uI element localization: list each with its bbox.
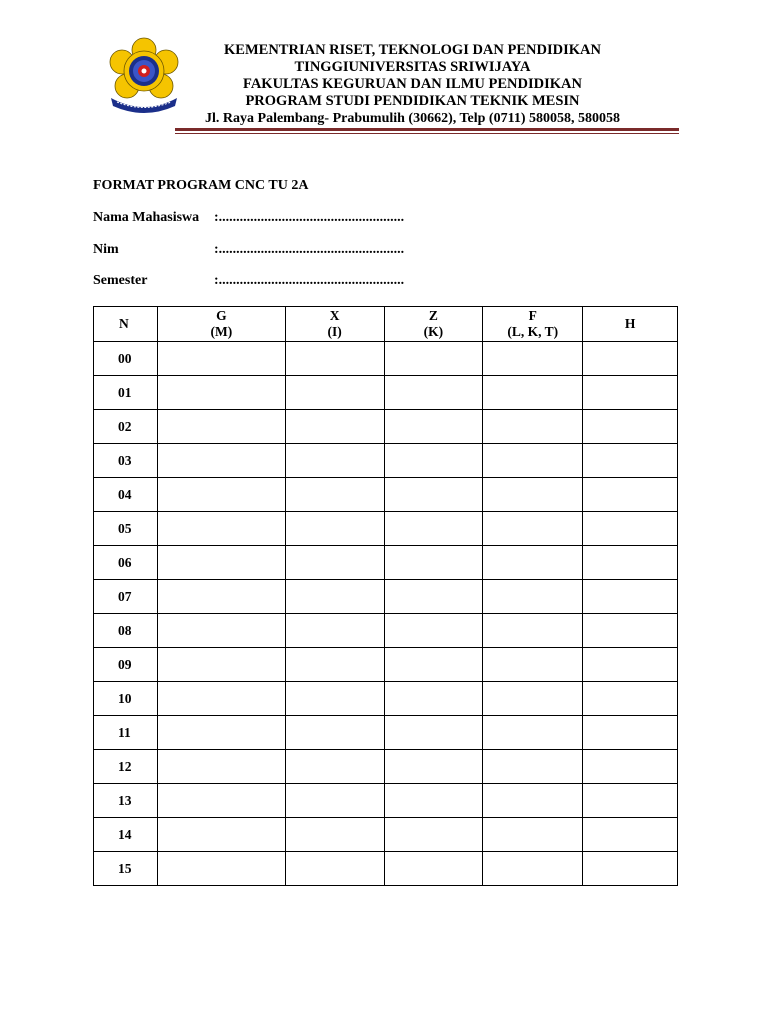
entry-cell-z[interactable] <box>384 648 483 682</box>
entry-cell-h[interactable] <box>583 546 678 580</box>
letterhead <box>150 42 675 127</box>
row-number: 03 <box>94 444 158 478</box>
table-row <box>94 750 678 784</box>
cnc-program-table <box>93 306 678 886</box>
table-row <box>94 614 678 648</box>
entry-cell-x[interactable] <box>285 546 384 580</box>
entry-cell-z[interactable] <box>384 716 483 750</box>
row-number: 00 <box>94 342 158 376</box>
entry-cell-h[interactable] <box>583 784 678 818</box>
table-body <box>94 342 678 886</box>
entry-cell-x[interactable] <box>285 512 384 546</box>
entry-cell-x[interactable] <box>285 444 384 478</box>
column-header-n <box>94 307 158 342</box>
table-row <box>94 682 678 716</box>
row-number: 01 <box>94 376 158 410</box>
entry-cell-z[interactable] <box>384 342 483 376</box>
entry-cell-h[interactable] <box>583 750 678 784</box>
table-row <box>94 716 678 750</box>
entry-cell-h[interactable] <box>583 852 678 886</box>
entry-cell-h[interactable] <box>583 512 678 546</box>
table-row <box>94 444 678 478</box>
entry-cell-z[interactable] <box>384 682 483 716</box>
column-header-x <box>285 307 384 342</box>
entry-cell-g[interactable] <box>157 444 285 478</box>
entry-cell-f[interactable] <box>483 750 583 784</box>
entry-cell-x[interactable] <box>285 852 384 886</box>
table-row <box>94 410 678 444</box>
row-number: 12 <box>94 750 158 784</box>
entry-cell-x[interactable] <box>285 342 384 376</box>
column-header-z-code: Z <box>428 308 438 323</box>
semester-blank: :..................................................... <box>214 273 405 288</box>
row-number: 10 <box>94 682 158 716</box>
row-number: 02 <box>94 410 158 444</box>
entry-cell-f[interactable] <box>483 512 583 546</box>
entry-cell-z[interactable] <box>384 784 483 818</box>
column-header-z <box>384 307 483 342</box>
entry-cell-z[interactable] <box>384 852 483 886</box>
row-number: 11 <box>94 716 158 750</box>
entry-cell-f[interactable] <box>483 444 583 478</box>
row-number: 06 <box>94 546 158 580</box>
table-row <box>94 546 678 580</box>
table-row <box>94 512 678 546</box>
entry-cell-x[interactable] <box>285 376 384 410</box>
entry-cell-z[interactable] <box>384 546 483 580</box>
semester-field <box>93 273 405 289</box>
entry-cell-z[interactable] <box>384 818 483 852</box>
entry-cell-h[interactable] <box>583 478 678 512</box>
row-number: 05 <box>94 512 158 546</box>
student-name-label: Nama Mahasiswa <box>93 210 200 225</box>
entry-cell-g[interactable] <box>157 716 285 750</box>
entry-cell-g[interactable] <box>157 852 285 886</box>
entry-cell-x[interactable] <box>285 716 384 750</box>
entry-cell-f[interactable] <box>483 478 583 512</box>
table-row <box>94 784 678 818</box>
entry-cell-h[interactable] <box>583 580 678 614</box>
entry-cell-g[interactable] <box>157 750 285 784</box>
document-title: FORMAT PROGRAM CNC TU 2A <box>93 178 309 193</box>
nim-field <box>93 242 405 258</box>
header-divider-thin <box>175 133 679 134</box>
entry-cell-x[interactable] <box>285 750 384 784</box>
column-header-g <box>157 307 285 342</box>
table-row <box>94 342 678 376</box>
entry-cell-f[interactable] <box>483 648 583 682</box>
table-row <box>94 648 678 682</box>
entry-cell-h[interactable] <box>583 444 678 478</box>
table-row <box>94 852 678 886</box>
entry-cell-x[interactable] <box>285 478 384 512</box>
entry-cell-g[interactable] <box>157 818 285 852</box>
entry-cell-f[interactable] <box>483 614 583 648</box>
entry-cell-g[interactable] <box>157 410 285 444</box>
program-name: PROGRAM STUDI PENDIDIKAN TEKNIK MESIN <box>245 93 580 109</box>
table-row <box>94 580 678 614</box>
entry-cell-x[interactable] <box>285 648 384 682</box>
entry-cell-f[interactable] <box>483 784 583 818</box>
entry-cell-f[interactable] <box>483 546 583 580</box>
entry-cell-z[interactable] <box>384 444 483 478</box>
entry-cell-h[interactable] <box>583 376 678 410</box>
entry-cell-f[interactable] <box>483 376 583 410</box>
entry-cell-x[interactable] <box>285 682 384 716</box>
entry-cell-g[interactable] <box>157 342 285 376</box>
column-header-x-code: X <box>329 308 340 323</box>
table-header-row <box>94 307 678 342</box>
semester-label: Semester <box>93 273 148 288</box>
entry-cell-g[interactable] <box>157 784 285 818</box>
column-header-h <box>583 307 678 342</box>
entry-cell-g[interactable] <box>157 682 285 716</box>
table-row <box>94 818 678 852</box>
table-row <box>94 478 678 512</box>
entry-cell-f[interactable] <box>483 818 583 852</box>
entry-cell-z[interactable] <box>384 478 483 512</box>
entry-cell-z[interactable] <box>384 614 483 648</box>
nim-blank: :..................................................... <box>214 242 405 257</box>
table-row <box>94 376 678 410</box>
entry-cell-x[interactable] <box>285 580 384 614</box>
entry-cell-f[interactable] <box>483 580 583 614</box>
entry-cell-h[interactable] <box>583 410 678 444</box>
column-header-x-sub: (I) <box>327 324 342 339</box>
entry-cell-g[interactable] <box>157 478 285 512</box>
row-number: 07 <box>94 580 158 614</box>
column-header-z-sub: (K) <box>423 324 444 339</box>
entry-cell-g[interactable] <box>157 614 285 648</box>
entry-cell-h[interactable] <box>583 614 678 648</box>
entry-cell-f[interactable] <box>483 410 583 444</box>
column-header-g-sub: (M) <box>210 324 233 339</box>
column-header-f <box>483 307 583 342</box>
column-header-f-sub: (L, K, T) <box>507 324 559 339</box>
entry-cell-z[interactable] <box>384 410 483 444</box>
header-divider <box>175 128 679 131</box>
column-header-h-code: H <box>624 316 636 331</box>
row-number: 04 <box>94 478 158 512</box>
entry-cell-h[interactable] <box>583 648 678 682</box>
entry-cell-z[interactable] <box>384 376 483 410</box>
entry-cell-h[interactable] <box>583 342 678 376</box>
entry-cell-z[interactable] <box>384 512 483 546</box>
entry-cell-g[interactable] <box>157 512 285 546</box>
row-number: 08 <box>94 614 158 648</box>
entry-cell-g[interactable] <box>157 580 285 614</box>
entry-cell-h[interactable] <box>583 716 678 750</box>
entry-cell-h[interactable] <box>583 818 678 852</box>
row-number: 09 <box>94 648 158 682</box>
column-header-g-code: G <box>216 308 227 323</box>
entry-cell-f[interactable] <box>483 852 583 886</box>
entry-cell-x[interactable] <box>285 818 384 852</box>
student-name-blank: :..................................................... <box>214 210 405 225</box>
faculty-name: FAKULTAS KEGURUAN DAN ILMU PENDIDIKAN <box>243 76 582 92</box>
entry-cell-x[interactable] <box>285 410 384 444</box>
entry-cell-g[interactable] <box>157 376 285 410</box>
entry-cell-g[interactable] <box>157 546 285 580</box>
column-header-f-code: F <box>528 308 537 323</box>
entry-cell-z[interactable] <box>384 750 483 784</box>
university-name: TINGGIUNIVERSITAS SRIWIJAYA <box>294 59 531 75</box>
entry-cell-f[interactable] <box>483 342 583 376</box>
entry-cell-h[interactable] <box>583 682 678 716</box>
row-number: 15 <box>94 852 158 886</box>
entry-cell-x[interactable] <box>285 614 384 648</box>
entry-cell-f[interactable] <box>483 716 583 750</box>
address: Jl. Raya Palembang- Prabumulih (30662), Telp (0711) 580058, 580058 <box>205 111 620 126</box>
ministry-name: KEMENTRIAN RISET, TEKNOLOGI DAN PENDIDIKAN <box>224 42 601 58</box>
row-number: 13 <box>94 784 158 818</box>
column-header-n-code: N <box>119 316 129 331</box>
entry-cell-g[interactable] <box>157 648 285 682</box>
row-number: 14 <box>94 818 158 852</box>
entry-cell-z[interactable] <box>384 580 483 614</box>
nim-label: Nim <box>93 242 119 257</box>
entry-cell-f[interactable] <box>483 682 583 716</box>
entry-cell-x[interactable] <box>285 784 384 818</box>
student-name-field <box>93 210 405 226</box>
